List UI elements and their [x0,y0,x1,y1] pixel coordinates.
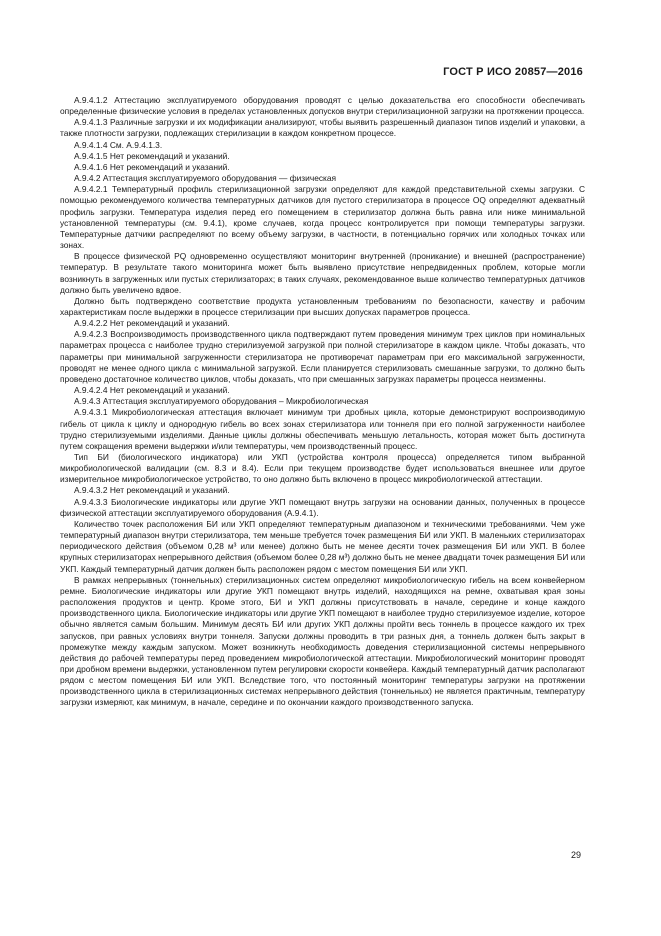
paragraph: А.9.4.1.3 Различные загрузки и их модификации анализируют, чтобы выявить разрешенный диапазон типов изделий и упаковки, а также плотности загрузки, подлежащих стерилизации в каждом конкретном процессе. [60,117,585,139]
paragraph: А.9.4.3 Аттестация эксплуатируемого оборудования – Микробиологическая [74,396,369,407]
paragraph: А.9.4.2.2 Нет рекомендаций и указаний. [74,318,230,329]
document-body [60,95,585,709]
paragraph: В рамках непрерывных (тоннельных) стерилизационных систем определяют микробиологическую гибель на всем конвейерном ремне. Биологические индикаторы или другие УКП помещают внутрь изделий, находящихся на ремне, охватывая края зоны расположения продуктов и центр. Кроме этого, БИ и УКП должны присутствовать в начале, середине и конце каждого производственного цикла. Биологические индикаторы или другие УКП помещают в наиболее трудно стерилизуемое изделие, которое обычно является самым большим. Минимум десять БИ или других УКП должны пройти весь тоннель в процессе каждого их трех запусков, при равных условиях внутри тоннеля. Запуски должны проводить в три разных дня, а тоннель должен быть закрыт в промежутке между каждым запуском. Может возникнуть необходимость доведения стерилизационной системы непрерывного действия до рабочей температуры перед проведением микробиологической аттестации. Микробиологический мониторинг проводят при дробном времени выдержки, установленном путем регулировки скорости конвейера. Каждый температурный датчик располагают рядом с местом помещения БИ или УКП. Вследствие того, что постоянный мониторинг температуры загрузки на протяжении производственного цикла в стерилизационных системах непрерывного действия (тоннельных) не является практичным, температуру загрузки измеряют, как минимум, в начале, середине и по окончании каждого производственного запуска. [60,574,585,708]
paragraph: А.9.4.3.2 Нет рекомендаций и указаний. [74,485,230,496]
paragraph: А.9.4.2.3 Воспроизводимость производственного цикла подтверждают путем проведения минимум трех циклов при номинальных параметрах процесса с наиболее трудно стерилизуемой загрузкой при полной стерилизаторе в каждом цикле. Чтобы доказать, что параметры при минимальной загруженности стерилизатора не противоречат параметрам при его максимальной загруженности, проводят не менее одного цикла с минимальной загрузкой. Если планируется стерилизовать смешанные загрузки, то должно быть проведено достаточное количество циклов, чтобы доказать, что при смешанных загрузках параметры процесса неизменны. [60,329,585,384]
paragraph: А.9.4.2.4 Нет рекомендаций и указаний. [74,385,230,396]
paragraph: В процессе физической PQ одновременно осуществляют мониторинг внутренней (проникание) и внешней (распространение) температур. В результате такого мониторинга может быть выявлено присутствие непредвиденных проблем, которые могли возникнуть в загруженных или пустых стерилизаторах; в таких случаях, рекомендованное выше количество температурных датчиков должно быть увеличено вдвое. [60,251,585,295]
paragraph: А.9.4.3.3 Биологические индикаторы или другие УКП помещают внутрь загрузки на основании данных, полученных в процессе физической аттестации эксплуатируемого оборудования (А.9.4.1). [60,496,585,518]
paragraph: А.9.4.1.2 Аттестацию эксплуатируемого оборудования проводят с целью доказательства его способности обеспечивать определенные физические условия в пределах установленных допусков внутри стерилизационной загрузки на протяжении процесса. [60,95,585,117]
paragraph: Тип БИ (биологического индикатора) или УКП (устройства контроля процесса) определяется типом выбранной микробиологической валидации (см. 8.3 и 8.4). Если при текущем производстве будет использоваться внешнее или другое измерительное микробиологическое устройство, то оно должно быть включено в процесс микробиологической аттестации. [60,452,585,485]
paragraph: А.9.4.1.5 Нет рекомендаций и указаний. [74,150,230,161]
paragraph: А.9.4.3.1 Микробиологическая аттестация включает минимум три дробных цикла, которые демонстрируют воспроизводимую гибель от цикла к циклу и однородную гибель во всех зонах стерилизатора или тоннеля при его полной загруженности наиболее трудно стерилизуемыми изделиями. Данные циклы должны обеспечивать меньшую летальность, которая может быть достигнута путем сокращения времени выдержки и/или температуры, чем производственный процесс. [60,407,585,451]
document-header: ГОСТ Р ИСО 20857—2016 [443,66,583,78]
paragraph: А.9.4.1.6 Нет рекомендаций и указаний. [74,161,230,172]
paragraph: А.9.4.2.1 Температурный профиль стерилизационной загрузки определяют для каждой представительной схемы загрузки. С помощью рекомендуемого количества температурных датчиков для пустого стерилизатора в процессе OQ определяют адекватный профиль загрузки. Температура изделия перед его помещением в стерилизатор должна быть равна или ниже минимальной установленной температуры (см. 9.4.1), кроме случаев, когда процесс контролируется при помощи температуры загрузки. Температурные датчики распределяют по всему объему загрузки, в частности, в потенциально горячих или холодных точках или зонах. [60,184,585,251]
paragraph: Должно быть подтверждено соответствие продукта установленным требованиям по безопасности, качеству и рабочим характеристикам после выдержки в процессе стерилизации при высших допусках параметров процесса. [60,295,585,317]
paragraph: А.9.4.2 Аттестация эксплуатируемого оборудования — физическая [74,173,337,184]
paragraph: Количество точек расположения БИ или УКП определяют температурным диапазоном и техническими требованиями. Чем уже температурный диапазон внутри стерилизатора, тем меньше требуется точек размещения БИ или УКП. В маленьких стерилизаторах периодического действия (объемом 0,28 м³ или менее) должно быть не менее десяти точек размещения БИ или УКП. В более крупных стерилизаторах непрерывного действия (объемом более 0,28 м³) должно быть не менее двадцати точек размещения БИ или УКП. Каждый температурный датчик должен быть расположен рядом с местом помещения БИ или УКП. [60,518,585,574]
paragraph: А.9.4.1.4 См. А.9.4.1.3. [74,139,163,150]
page-number: 29 [570,850,581,860]
